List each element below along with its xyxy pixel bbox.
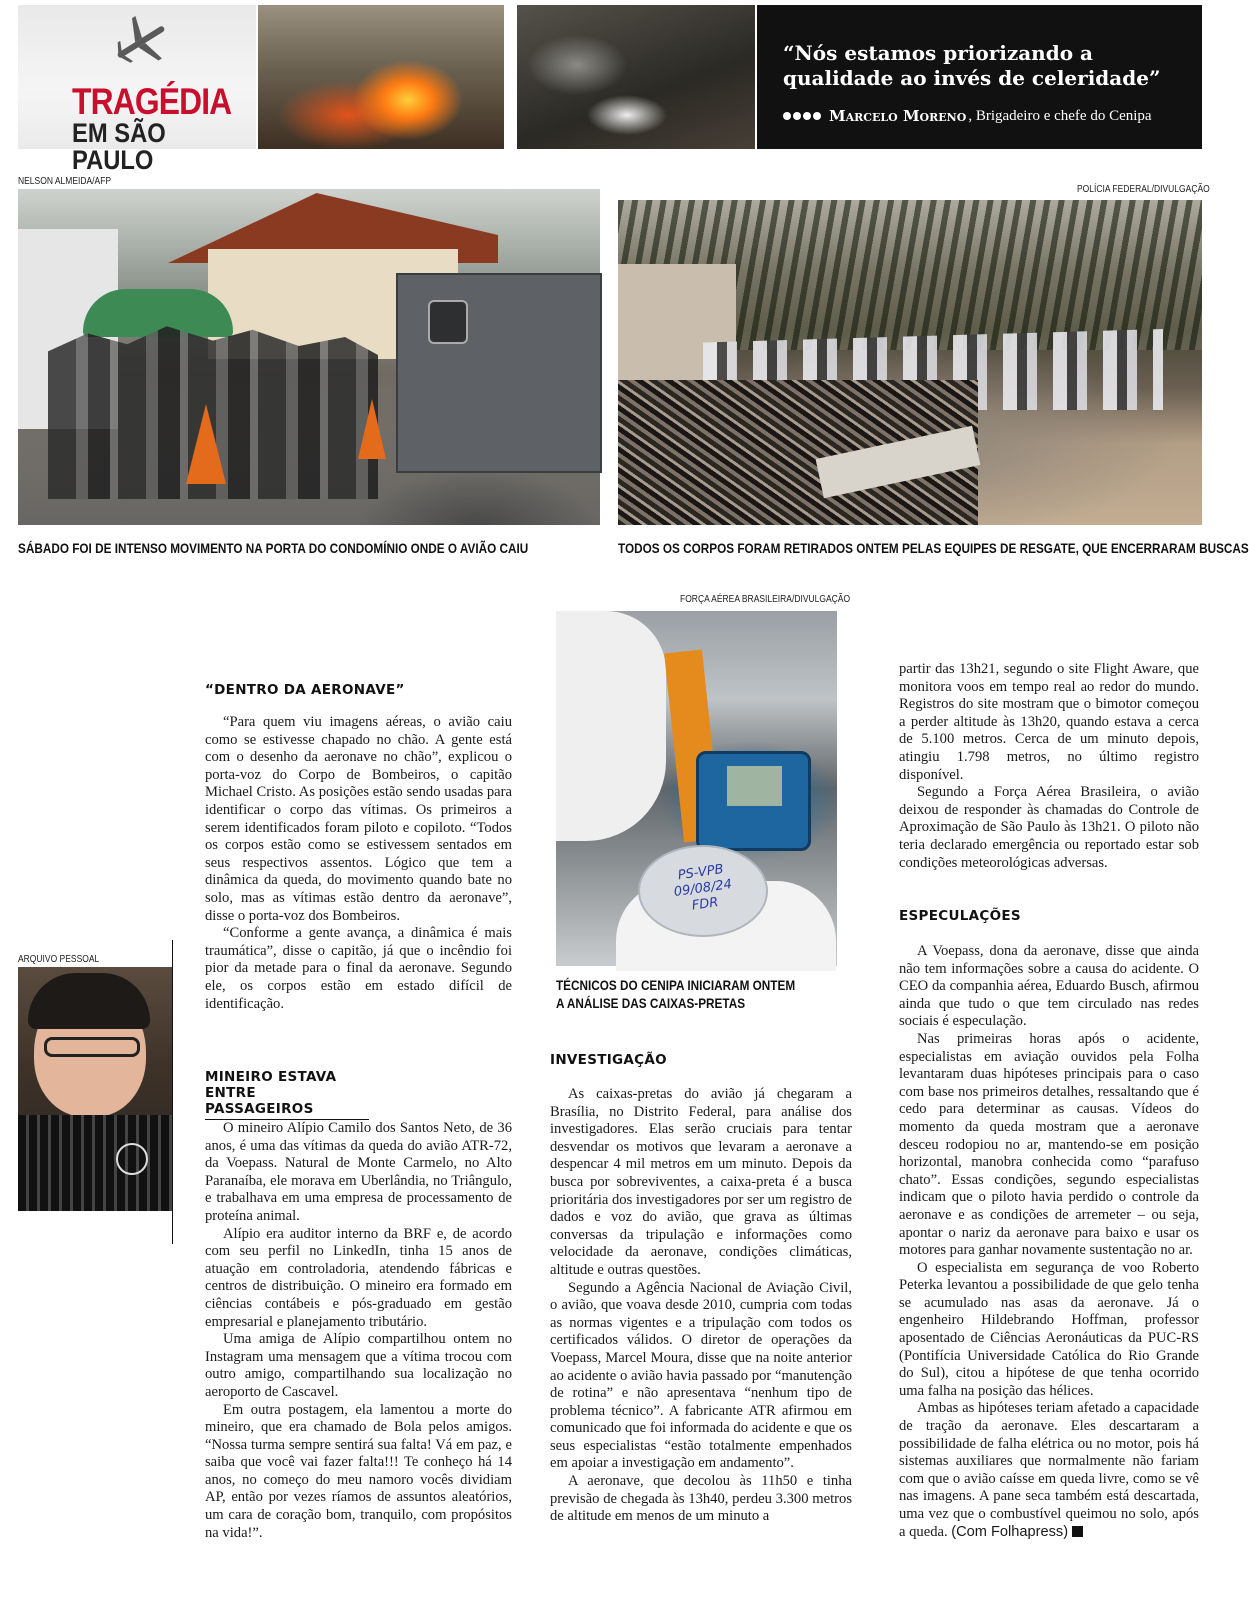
- photo-credit-condo: NELSON ALMEIDA/AFP: [18, 176, 112, 187]
- article-column-2: [550, 1086, 852, 1526]
- photo-portrait-victim: [18, 967, 172, 1211]
- pull-quote: “Nós estamos priorizando a qualidade ao invés de celeridade”: [783, 41, 1161, 90]
- photo-caption-crash: TODOS OS CORPOS FORAM RETIRADOS ONTEM PELAS EQUIPES DE RESGATE, QUE ENCERRARAM BUSCAS: [618, 540, 1249, 556]
- disc-label-3: FDR: [690, 895, 720, 914]
- paragraph: Segundo a Agência Nacional de Aviação Civil, o avião, que voava desde 2010, cumpria com todas as normas vigentes e a tripulação com todos os certificados válidos. O diretor de operações da Voepass, Marcel Moura, disse que na noite anterior ao acidente o avião havia passado por “manutenção de rotina” e não apresentava “nenhum tipo de problema técnico”. A fabricante ATR afirmou em comunicado que foi informada do acidente e que os seus especialistas “estão totalmente empenhados em apoiar a investigação em andamento”.: [550, 1279, 852, 1472]
- photo-credit-blackbox: FORÇA AÉREA BRASILEIRA/DIVULGAÇÃO: [680, 594, 851, 605]
- subhead-line: MINEIRO ESTAVA: [205, 1069, 337, 1085]
- paragraph: As caixas-pretas do avião já chegaram a Brasília, no Distrito Federal, para análise dos investigadores. Elas serão cruciais para tentar desvendar os motivos que levaram a aeronave a despencar 4 mil metros em um minuto. Depois da busca por sobreviventes, a caixa-preta é a busca prioritária dos investigadores por ser um registro de dados e voz do avião, que grava as últimas conversas da tripulação e informações como velocidade da aeronave, condições climáticas, altitude e outras questões.: [550, 1086, 852, 1278]
- article-signoff: (Com Folhapress): [951, 1523, 1069, 1540]
- paragraph: “Para quem viu imagens aéreas, o avião caiu como se estivesse chapado no chão. A gente está com o desenho da aeronave no chão”, explicou o porta-voz do Corpo de Bombeiros, o capitão Michael Cristo. As posições estão sendo usadas para identificar o corpo das vítimas. Os primeiros a serem identificados foram piloto e copiloto. “Todos os corpos estão como se estivessem sentados em seus respectivos assentos. Lógico que tem a dinâmica da queda, do movimento quando bate no solo, mas as vítimas estão dentro da aeronave”, disse o porta-voz dos Bombeiros.: [205, 714, 512, 924]
- subhead-line: ENTRE PASSAGEIROS: [205, 1085, 314, 1117]
- paragraph: Nas primeiras horas após o acidente, especialistas em aviação ouvidos pela Folha levantaram duas hipóteses principais para o caso com base nos primeiros detalhes, ressaltando que é cedo para determinar as causas. Vídeos do momento da queda mostram que a aeronave desceu rodopiou no ar, mantendo-se em posição horizontal, manobra conhecida como “parafuso chato”. Essas condições, segundo especialistas indicam que o piloto havia perdido o controle da aeronave e as condições de arremeter – ou seja, apontar o nariz da aeronave para baixo e usar os motores para ganhar novamente sustentação no ar.: [899, 1030, 1199, 1259]
- subhead-especulacoes: ESPECULAÇÕES: [899, 908, 1021, 924]
- paragraph: Em outra postagem, ela lamentou a morte do mineiro, que era chamado de Bola pelos amigos. “Nossa turma sempre sentirá sua falta! Vá em paz, e saiba que você vai fazer falta!!! Te conheço há 14 anos, no começo do meu namoro vocês dividiam AP, então por vezes ríamos de assuntos aleatórios, um cara de coração bom, tranquilo, com propósitos na vida!”.: [205, 1401, 512, 1541]
- photo-condominium: [18, 189, 600, 525]
- quote-author: Marcelo Moreno: [829, 107, 967, 125]
- pull-quote-box: [757, 5, 1202, 149]
- photo-credit-portrait: ARQUIVO PESSOAL: [18, 954, 100, 965]
- paragraph: Alípio era auditor interno da BRF e, de acordo com seu perfil no LinkedIn, tinha 15 anos de atuação em controladoria, atendendo fábricas e centros de distribuição. O mineiro era formado em ciências contábeis e pós-graduado em gestão empresarial e planejamento tributário.: [205, 1225, 512, 1330]
- photo-black-box: [556, 611, 837, 966]
- article-column-1a: [205, 714, 512, 1013]
- paragraph: Uma amiga de Alípio compartilhou ontem no Instagram uma mensagem que a vítima trocou com outro amigo, compartilhando sua localização no aeroporto de Cascavel.: [205, 1331, 512, 1400]
- article-column-3b: [899, 943, 1199, 1541]
- section-kicker: TRAGÉDIA: [72, 81, 232, 122]
- subhead-dentro-da-aeronave: “DENTRO DA AERONAVE”: [205, 682, 405, 698]
- quote-attribution: [783, 107, 1152, 125]
- photo-caption-blackbox-1: TÉCNICOS DO CENIPA INICIARAM ONTEM: [556, 977, 796, 993]
- header-photo-wreckage: [517, 5, 755, 149]
- dots-icon: [783, 112, 821, 120]
- paragraph-text: Ambas as hipóteses teriam afetado a capacidade de tração da aeronave. Eles descartaram a possibilidade de falha elétrica ou no motor, pois há sistemas auxiliares que normalmente não fariam com que o avião caísse em queda livre, como se vê nas imagens. A pane seca também está descartada, uma vez que o combustível queimou no solo, após a queda.: [899, 1400, 1199, 1540]
- disc-label-2: 09/08/24: [672, 877, 733, 900]
- end-mark-icon: [1072, 1526, 1083, 1537]
- paragraph: partir das 13h21, segundo o site Flight Aware, que monitora voos em tempo real ao redor do mundo. Registros do site mostram que o bimotor começou a perder altitude às 13h20, quando estava a cerca de 5.100 metros. Cerca de um minuto depois, atingiu 1.798 metros, no último registro disponível.: [899, 661, 1199, 783]
- paragraph: A aeronave, que decolou às 11h50 e tinha previsão de chegada às 13h40, perdeu 3.300 metros de altitude em menos de um minuto a: [550, 1473, 852, 1525]
- paragraph: “Conforme a gente avança, a dinâmica é mais traumática”, disse o capitão, já que o incêndio foi pior da metade para o final da aeronave. Segundo ele, os corpos estão em estado difícil de identificação.: [205, 925, 512, 1012]
- column-rule: [172, 940, 173, 1244]
- photo-credit-crash: POLÍCIA FEDERAL/DIVULGAÇÃO: [1077, 184, 1210, 195]
- recorder-disc: [638, 845, 768, 937]
- paragraph: O mineiro Alípio Camilo dos Santos Neto, de 36 anos, é uma das vítimas da queda do avião ATR-72, da Voepass. Natural de Monte Carmelo, no Alto Paranaíba, ele morava em Uberlândia, no Triângulo, e trabalhava em uma empresa de processamento de proteína animal.: [205, 1120, 512, 1224]
- airplane-icon: [106, 13, 176, 71]
- section-logo: [18, 5, 256, 175]
- paragraph: Segundo a Força Aérea Brasileira, o avião deixou de responder às chamadas do Controle de Aproximação de São Paulo às 13h21. O piloto não teria declarado emergência ou reportado estar sob condições meteorológicas adversas.: [899, 784, 1199, 871]
- subhead-mineiro: [205, 1069, 369, 1120]
- paragraph: O especialista em segurança de voo Roberto Peterka levantou a possibilidade de que gelo tenha se acumulado nas asas da aeronave. Já o engenheiro Hildebrando Hoffman, professor aposentado de Ciências Aeronáuticas da PUC-RS (Pontifícia Universidade Católica do Rio Grande do Sul), citou a hipótese de que tenha ocorrido uma falha na posição das hélices.: [899, 1259, 1199, 1399]
- section-kicker-sub: EM SÃO PAULO: [72, 118, 166, 175]
- paragraph: [899, 1400, 1199, 1541]
- disc-label-1: PS-VPB: [676, 862, 725, 884]
- header-photo-fire: [258, 5, 504, 149]
- photo-caption-blackbox-2: A ANÁLISE DAS CAIXAS-PRETAS: [556, 995, 746, 1011]
- photo-crash-site: [618, 200, 1202, 525]
- paragraph: A Voepass, dona da aeronave, disse que ainda não tem informações sobre a causa do acidente. O CEO da companhia aérea, Eduardo Busch, afirmou ainda que tudo o que tem circulado nas redes sociais é especulação.: [899, 943, 1199, 1030]
- article-column-1b: [205, 1120, 512, 1542]
- article-column-3a: [899, 661, 1199, 872]
- subhead-investigacao: INVESTIGAÇÃO: [550, 1052, 667, 1068]
- quote-author-role: , Brigadeiro e chefe do Cenipa: [968, 107, 1152, 124]
- photo-caption-condo: SÁBADO FOI DE INTENSO MOVIMENTO NA PORTA DO CONDOMÍNIO ONDE O AVIÃO CAIU: [18, 540, 529, 556]
